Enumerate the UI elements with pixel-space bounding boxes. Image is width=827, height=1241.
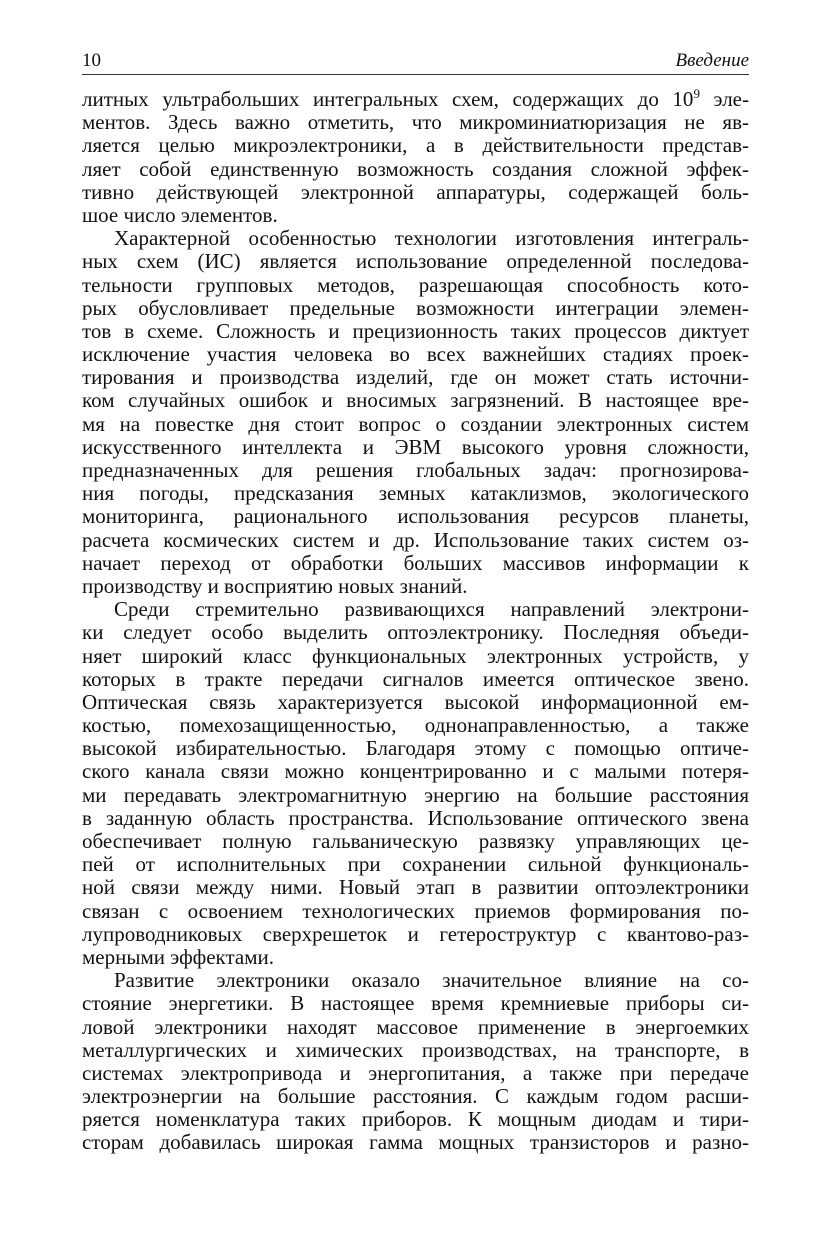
text-line: связан с освоением технологических приемов формирования по- [82,898,749,923]
text-line: исключение участия человека во всех важнейших стадиях проек- [82,342,749,367]
text-line: Среди стремительно развивающихся направлений электрони- [114,597,749,622]
text-line: Характерной особенностью технологии изготовления интеграль- [114,226,749,251]
text-line: костью, помехозащищенностью, однонаправленностью, а также [82,713,749,738]
text-line: тельности групповых методов, разрешающая способность кото- [82,272,749,297]
text-line: ния погоды, предсказания земных катаклизмов, экологического [82,481,749,506]
text-line: начает переход от обработки больших массивов информации к [82,550,749,575]
text-line: которых в тракте передачи сигналов имеется оптическое звено. [82,666,749,691]
text-line: Оптическая связь характеризуется высокой информационной ем- [82,689,749,714]
text-line: ной связи между ними. Новый этап в развитии оптоэлектроники [82,875,749,900]
text-line: высокой избирательностью. Благодаря этому с помощью оптиче- [82,736,749,761]
text-line: в заданную область пространства. Использование оптического звена [82,805,749,830]
paragraph-4 [82,969,749,1155]
paragraph-3 [82,598,749,969]
text-line: предназначенных для решения глобальных задач: прогнозирова- [82,458,749,482]
text-line: рых обусловливает предельные возможности интеграции элемен- [82,295,749,320]
text-line: мерными эффектами. [82,944,274,969]
body-text [82,88,749,1155]
text-line: ловой электроники находят массовое применение в энергоемких [82,1014,749,1039]
text-line: пей от исполнительных при сохранении сильной функциональ- [82,852,749,877]
text-line: расчета космических систем и др. Использование таких систем оз- [82,527,749,552]
text-line: ляет собой единственную возможность создания сложной эффек- [82,156,749,181]
text-line: ми передавать электромагнитную энергию на большие расстояния [82,782,749,807]
paragraph-1 [82,88,749,227]
text-line: лупроводниковых сверхрешеток и гетероструктур с квантово-раз- [82,921,749,946]
text-line: няет широкий класс функциональных электронных устройств, у [82,643,749,668]
paragraph-2 [82,227,749,598]
text-line: ского канала связи можно концентрированно и с малыми потеря- [82,759,749,784]
text-line: Развитие электроники оказало значительное влияние на со- [114,968,749,993]
text-line: сторам добавилась широкая гамма мощных транзисторов и разно- [82,1130,749,1155]
text-line: литных ультрабольших интегральных схем, содержащих до $10^9$ эле- [82,86,749,111]
text-line: тивно действующей электронной аппаратуры, содержащей боль- [82,179,749,204]
text-line: электроэнергии на большие расстояния. С каждым годом расши- [82,1084,749,1109]
text-line: ментов. Здесь важно отметить, что микроминиатюризация не яв- [82,110,749,135]
text-line: ряется номенклатура таких приборов. К мощным диодам и тири- [82,1107,749,1132]
text-line: искусственного интеллекта и ЭВМ высокого уровня сложности, [82,434,749,459]
text-line: ком случайных ошибок и вносимых загрязнений. В настоящее вре- [82,388,749,413]
text-line: производству и восприятию новых знаний. [82,573,468,598]
text-line: стояние энергетики. В настоящее время кремниевые приборы си- [82,991,749,1016]
text-line: мя на повестке дня стоит вопрос о создании электронных систем [82,411,749,436]
page-number: 10 [82,50,101,71]
text-line: металлургических и химических производствах, на транспорте, в [82,1037,749,1062]
text-line: системах электропривода и энергопитания, а также при передаче [82,1060,749,1085]
page-header [82,44,749,75]
text-line: шое число элементов. [82,202,278,227]
exponent: 9 [693,86,700,101]
text-line: ляется целью микроэлектроники, а в действительности представ- [82,133,749,158]
running-title: Введение [675,50,749,71]
text-line: тирования и производства изделий, где он может стать источни- [82,365,749,390]
text-line: тов в схеме. Сложность и прецизионность таких процессов диктует [82,318,749,343]
text-line: обеспечивает полную гальваническую развязку управляющих це- [82,829,749,853]
text-line: ки следует особо выделить оптоэлектронику. Последняя объеди- [82,620,749,645]
text-line: мониторинга, рационального использования ресурсов планеты, [82,504,749,529]
text-line: ных схем (ИС) является использование определенной последова- [82,249,749,274]
